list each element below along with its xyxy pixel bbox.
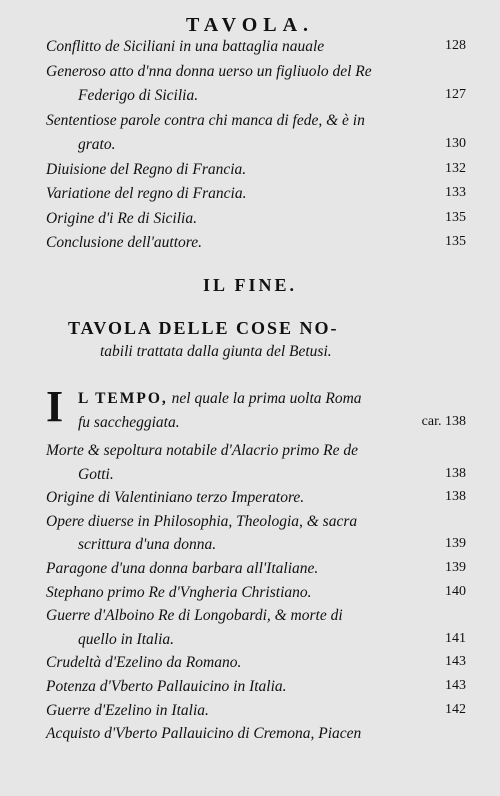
second-index-title: TAVOLA DELLE COSE NO-: [68, 318, 339, 338]
index-entry-text: Sententiose parole contra chi manca di fede, & è in: [46, 111, 365, 129]
index-entry-page: 143: [445, 678, 466, 693]
index-entry-text: Paragone d'una donna barbara all'Italiane.: [46, 560, 319, 577]
index-entry-text: scrittura d'una donna.: [78, 536, 217, 554]
index-entry-text: Diuisione del Regno di Francia.: [46, 160, 247, 178]
index-entry: [46, 513, 466, 531]
index-entry-page: 138: [445, 489, 466, 505]
page-header: TAVOLA.: [185, 14, 315, 36]
first-entry-line2: [78, 414, 466, 432]
index-entry-page: 132: [445, 160, 466, 176]
index-entry: [46, 63, 466, 81]
index-entry: [46, 442, 466, 460]
il-fine-heading: IL FINE.: [202, 275, 298, 295]
drop-capital: I: [46, 382, 64, 431]
first-entry-caps: L TEMPO,: [78, 390, 168, 407]
index-entry: [46, 678, 466, 696]
index-entry: [46, 185, 466, 203]
index-entry-page: 143: [445, 654, 466, 670]
index-entry: [46, 112, 466, 130]
index-entry-text: Conflitto de Siciliani in una battaglia nauale: [46, 38, 325, 55]
index-entry: [46, 38, 466, 56]
index-entry: [46, 654, 466, 672]
index-entry-text: Federigo di Sicilia.: [78, 87, 199, 104]
index-entry-page: 142: [445, 701, 466, 717]
index-entry-text: Guerre d'Ezelino in Italia.: [46, 701, 209, 719]
index-entry: [46, 702, 466, 720]
index-entry-page: 135: [445, 234, 466, 249]
first-entry-rest: nel quale la prima uolta Roma: [167, 390, 362, 407]
index-entry-page: 139: [445, 560, 466, 575]
first-entry-line2-text: fu saccheggiata.: [78, 414, 180, 431]
first-entry-line1: [78, 390, 362, 408]
index-entry: [46, 631, 466, 649]
index-entry: [46, 161, 466, 179]
index-entry-text: Morte & sepoltura notabile d'Alacrio primo Re de: [46, 442, 358, 459]
index-entry: [46, 536, 466, 554]
first-entry-page: car. 138: [421, 414, 466, 429]
index-entry-text: Crudeltà d'Ezelino da Romano.: [46, 654, 242, 672]
index-entry: [46, 210, 466, 228]
second-index-subtitle: tabili trattata dalla giunta del Betusi.: [100, 343, 332, 360]
index-entry-page: 135: [445, 209, 466, 225]
index-entry-text: Origine d'i Re di Sicilia.: [46, 209, 197, 227]
index-entry: [46, 87, 466, 105]
index-entry-text: Acquisto d'Vberto Pallauicino di Cremona, Piacen: [46, 725, 362, 743]
index-entry: [46, 725, 466, 743]
index-entry: [46, 489, 466, 507]
index-entry: [46, 234, 466, 252]
index-entry-page: 130: [445, 136, 466, 151]
index-entry-page: 139: [445, 536, 466, 552]
index-entry-text: Generoso atto d'nna donna uerso un figliuolo del Re: [46, 62, 372, 80]
index-entry-page: 138: [445, 465, 466, 481]
index-entry-text: Stephano primo Re d'Vngheria Christiano.: [46, 583, 312, 601]
index-entry-text: Origine di Valentiniano terzo Imperatore.: [46, 489, 305, 507]
index-entry-text: Variatione del regno di Francia.: [46, 185, 247, 202]
index-entry-page: 141: [445, 630, 466, 646]
index-entry: [46, 560, 466, 578]
index-entry-text: Conclusione dell'auttore.: [46, 234, 202, 251]
index-entry: [46, 136, 466, 154]
index-entry-page: 127: [445, 87, 466, 102]
index-entry-text: quello in Italia.: [78, 630, 175, 648]
index-entry-text: Gotti.: [78, 465, 114, 483]
index-entry-page: 133: [445, 185, 466, 200]
index-entry-text: Potenza d'Vberto Pallauicino in Italia.: [46, 678, 287, 695]
index-entry-text: Opere diuerse in Philosophia, Theologia, & sacra: [46, 512, 358, 530]
index-entry-page: 140: [445, 583, 466, 599]
index-entry: [46, 584, 466, 602]
index-entry-text: Guerre d'Alboino Re di Longobardi, & morte di: [46, 607, 343, 625]
index-entry-text: grato.: [78, 136, 116, 153]
index-entry: [46, 607, 466, 625]
index-entry-page: 128: [445, 38, 466, 53]
index-entry: [46, 466, 466, 484]
